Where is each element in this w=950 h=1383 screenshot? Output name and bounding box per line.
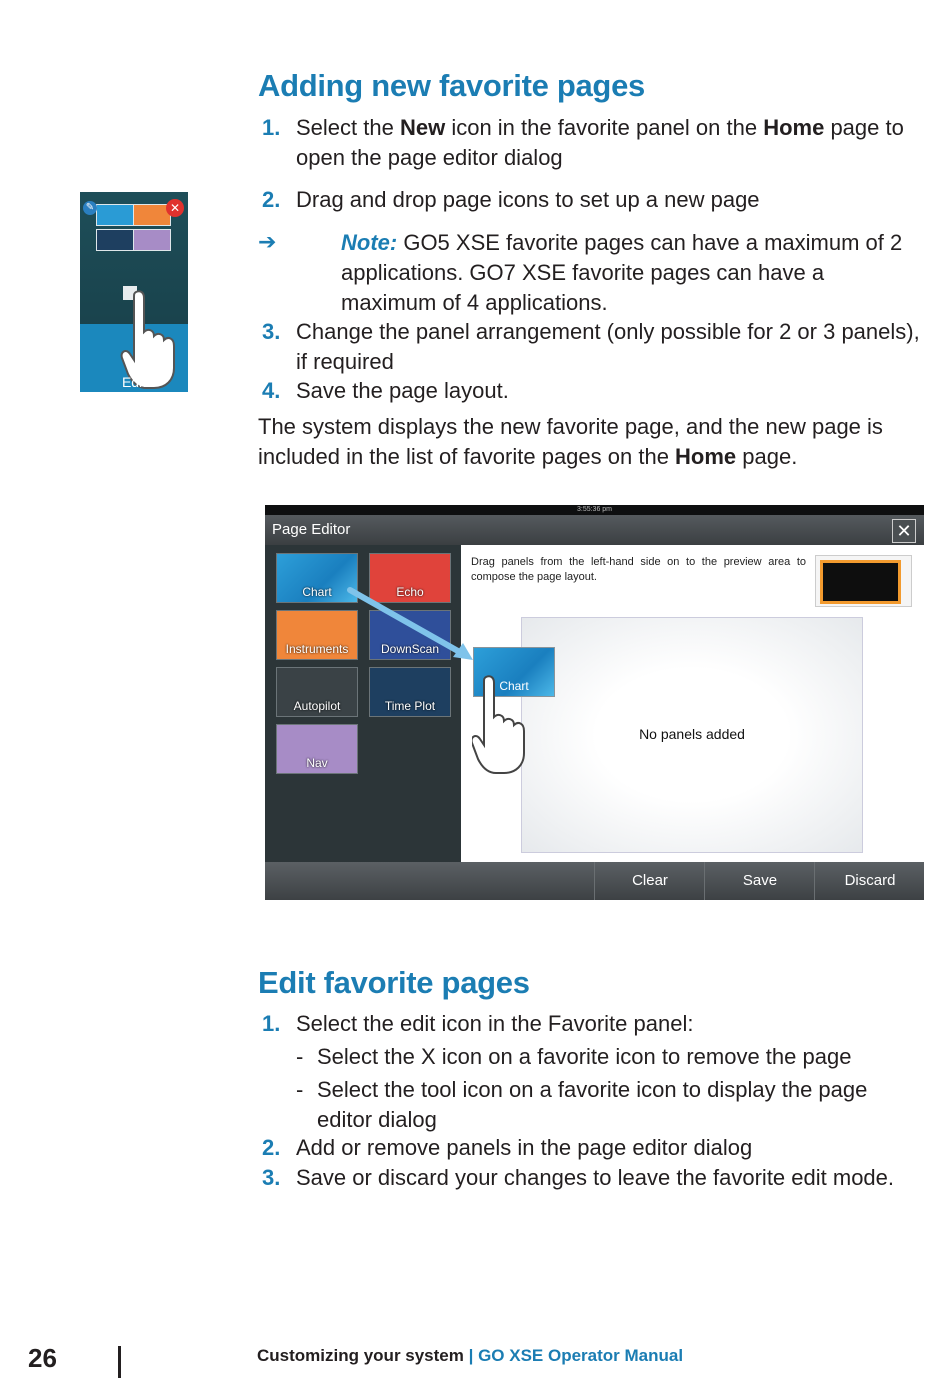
- tile-chart[interactable]: Chart: [276, 553, 358, 603]
- section-heading-edit: Edit favorite pages: [258, 965, 530, 1000]
- tile-echo[interactable]: Echo: [369, 553, 451, 603]
- close-icon[interactable]: ✕: [892, 519, 916, 543]
- bullet-remove: Select the X icon on a favorite icon to remove the page: [317, 1044, 852, 1069]
- step-text: Save the page layout.: [296, 378, 509, 403]
- step-number: 2.: [262, 187, 281, 212]
- empty-message: No panels added: [639, 726, 745, 742]
- step-text: Drag and drop page icons to set up a new page: [296, 187, 760, 212]
- tile-downscan[interactable]: DownScan: [369, 610, 451, 660]
- page-editor-screenshot: [265, 505, 924, 900]
- footer-divider: [118, 1346, 121, 1378]
- drag-arrow-icon: [345, 585, 485, 665]
- dragged-chart-tile[interactable]: Chart: [473, 647, 555, 697]
- step-text: Change the panel arrangement (only possible for 2 or 3 panels), if required: [296, 319, 920, 374]
- discard-button[interactable]: Discard: [814, 862, 924, 900]
- favorite-panel-thumbnail: [80, 192, 188, 392]
- manual-title: GO XSE Operator Manual: [478, 1346, 684, 1365]
- step-number: 3.: [262, 319, 281, 344]
- note-label: Note:: [341, 230, 398, 255]
- step-number: 1.: [262, 1011, 281, 1036]
- note-arrow-icon: ➔: [258, 229, 277, 254]
- clear-button[interactable]: Clear: [594, 862, 705, 900]
- save-button[interactable]: Save: [704, 862, 815, 900]
- mini-timeplot: [96, 229, 134, 251]
- section-heading-adding: Adding new favorite pages: [258, 68, 645, 103]
- tile-autopilot[interactable]: Autopilot: [276, 667, 358, 717]
- bullet-dash: -: [296, 1077, 304, 1102]
- remove-icon: ✕: [166, 199, 184, 217]
- instructions-text: Drag panels from the left-hand side on to the preview area to compose the page layout.: [471, 556, 806, 583]
- mini-nav: [133, 229, 171, 251]
- note-text: GO5 XSE favorite pages can have a maximum of 2 applications. GO7 XSE favorite pages can have a maximum of 4 applications.: [341, 230, 903, 315]
- step-number: 2.: [262, 1135, 281, 1160]
- mini-chart: [96, 204, 134, 226]
- tile-timeplot[interactable]: Time Plot: [369, 667, 451, 717]
- footer-running-title: Customizing your system | GO XSE Operator Manual: [257, 1346, 684, 1365]
- step-number: 3.: [262, 1165, 281, 1190]
- layout-selector[interactable]: [815, 555, 912, 607]
- chapter-title: Customizing your system: [257, 1346, 464, 1365]
- tile-nav[interactable]: Nav: [276, 724, 358, 774]
- bullet-dash: -: [296, 1044, 304, 1069]
- step-text: Save or discard your changes to leave the favorite edit mode.: [296, 1165, 895, 1190]
- status-bar-time: 3:55:36 pm: [265, 505, 924, 515]
- tile-instruments[interactable]: Instruments: [276, 610, 358, 660]
- step-text: Add or remove panels in the page editor dialog: [296, 1135, 753, 1160]
- dialog-button-bar: [265, 862, 924, 900]
- wrench-icon: ✎: [83, 201, 97, 215]
- preview-area: [461, 545, 924, 862]
- edit-label: Edit: [121, 374, 147, 390]
- page-number: 26: [28, 1343, 57, 1373]
- drop-zone[interactable]: [521, 617, 863, 853]
- dialog-titlebar: [265, 515, 924, 545]
- step-number: 1.: [262, 115, 281, 140]
- step-text: Select the New icon in the favorite panel on the Home page to open the page editor dialog: [296, 115, 904, 170]
- layout-preview: [820, 560, 901, 604]
- bullet-tool: Select the tool icon on a favorite icon to display the page editor dialog: [317, 1077, 868, 1132]
- hand-pointer-icon: [472, 675, 528, 777]
- result-paragraph: The system displays the new favorite page, and the new page is included in the list of favorite pages on the Home page.: [258, 414, 883, 469]
- note: [341, 228, 921, 318]
- step-number: 4.: [262, 378, 281, 403]
- step-text: Select the edit icon in the Favorite panel:: [296, 1011, 694, 1036]
- dialog-title: Page Editor: [272, 521, 351, 538]
